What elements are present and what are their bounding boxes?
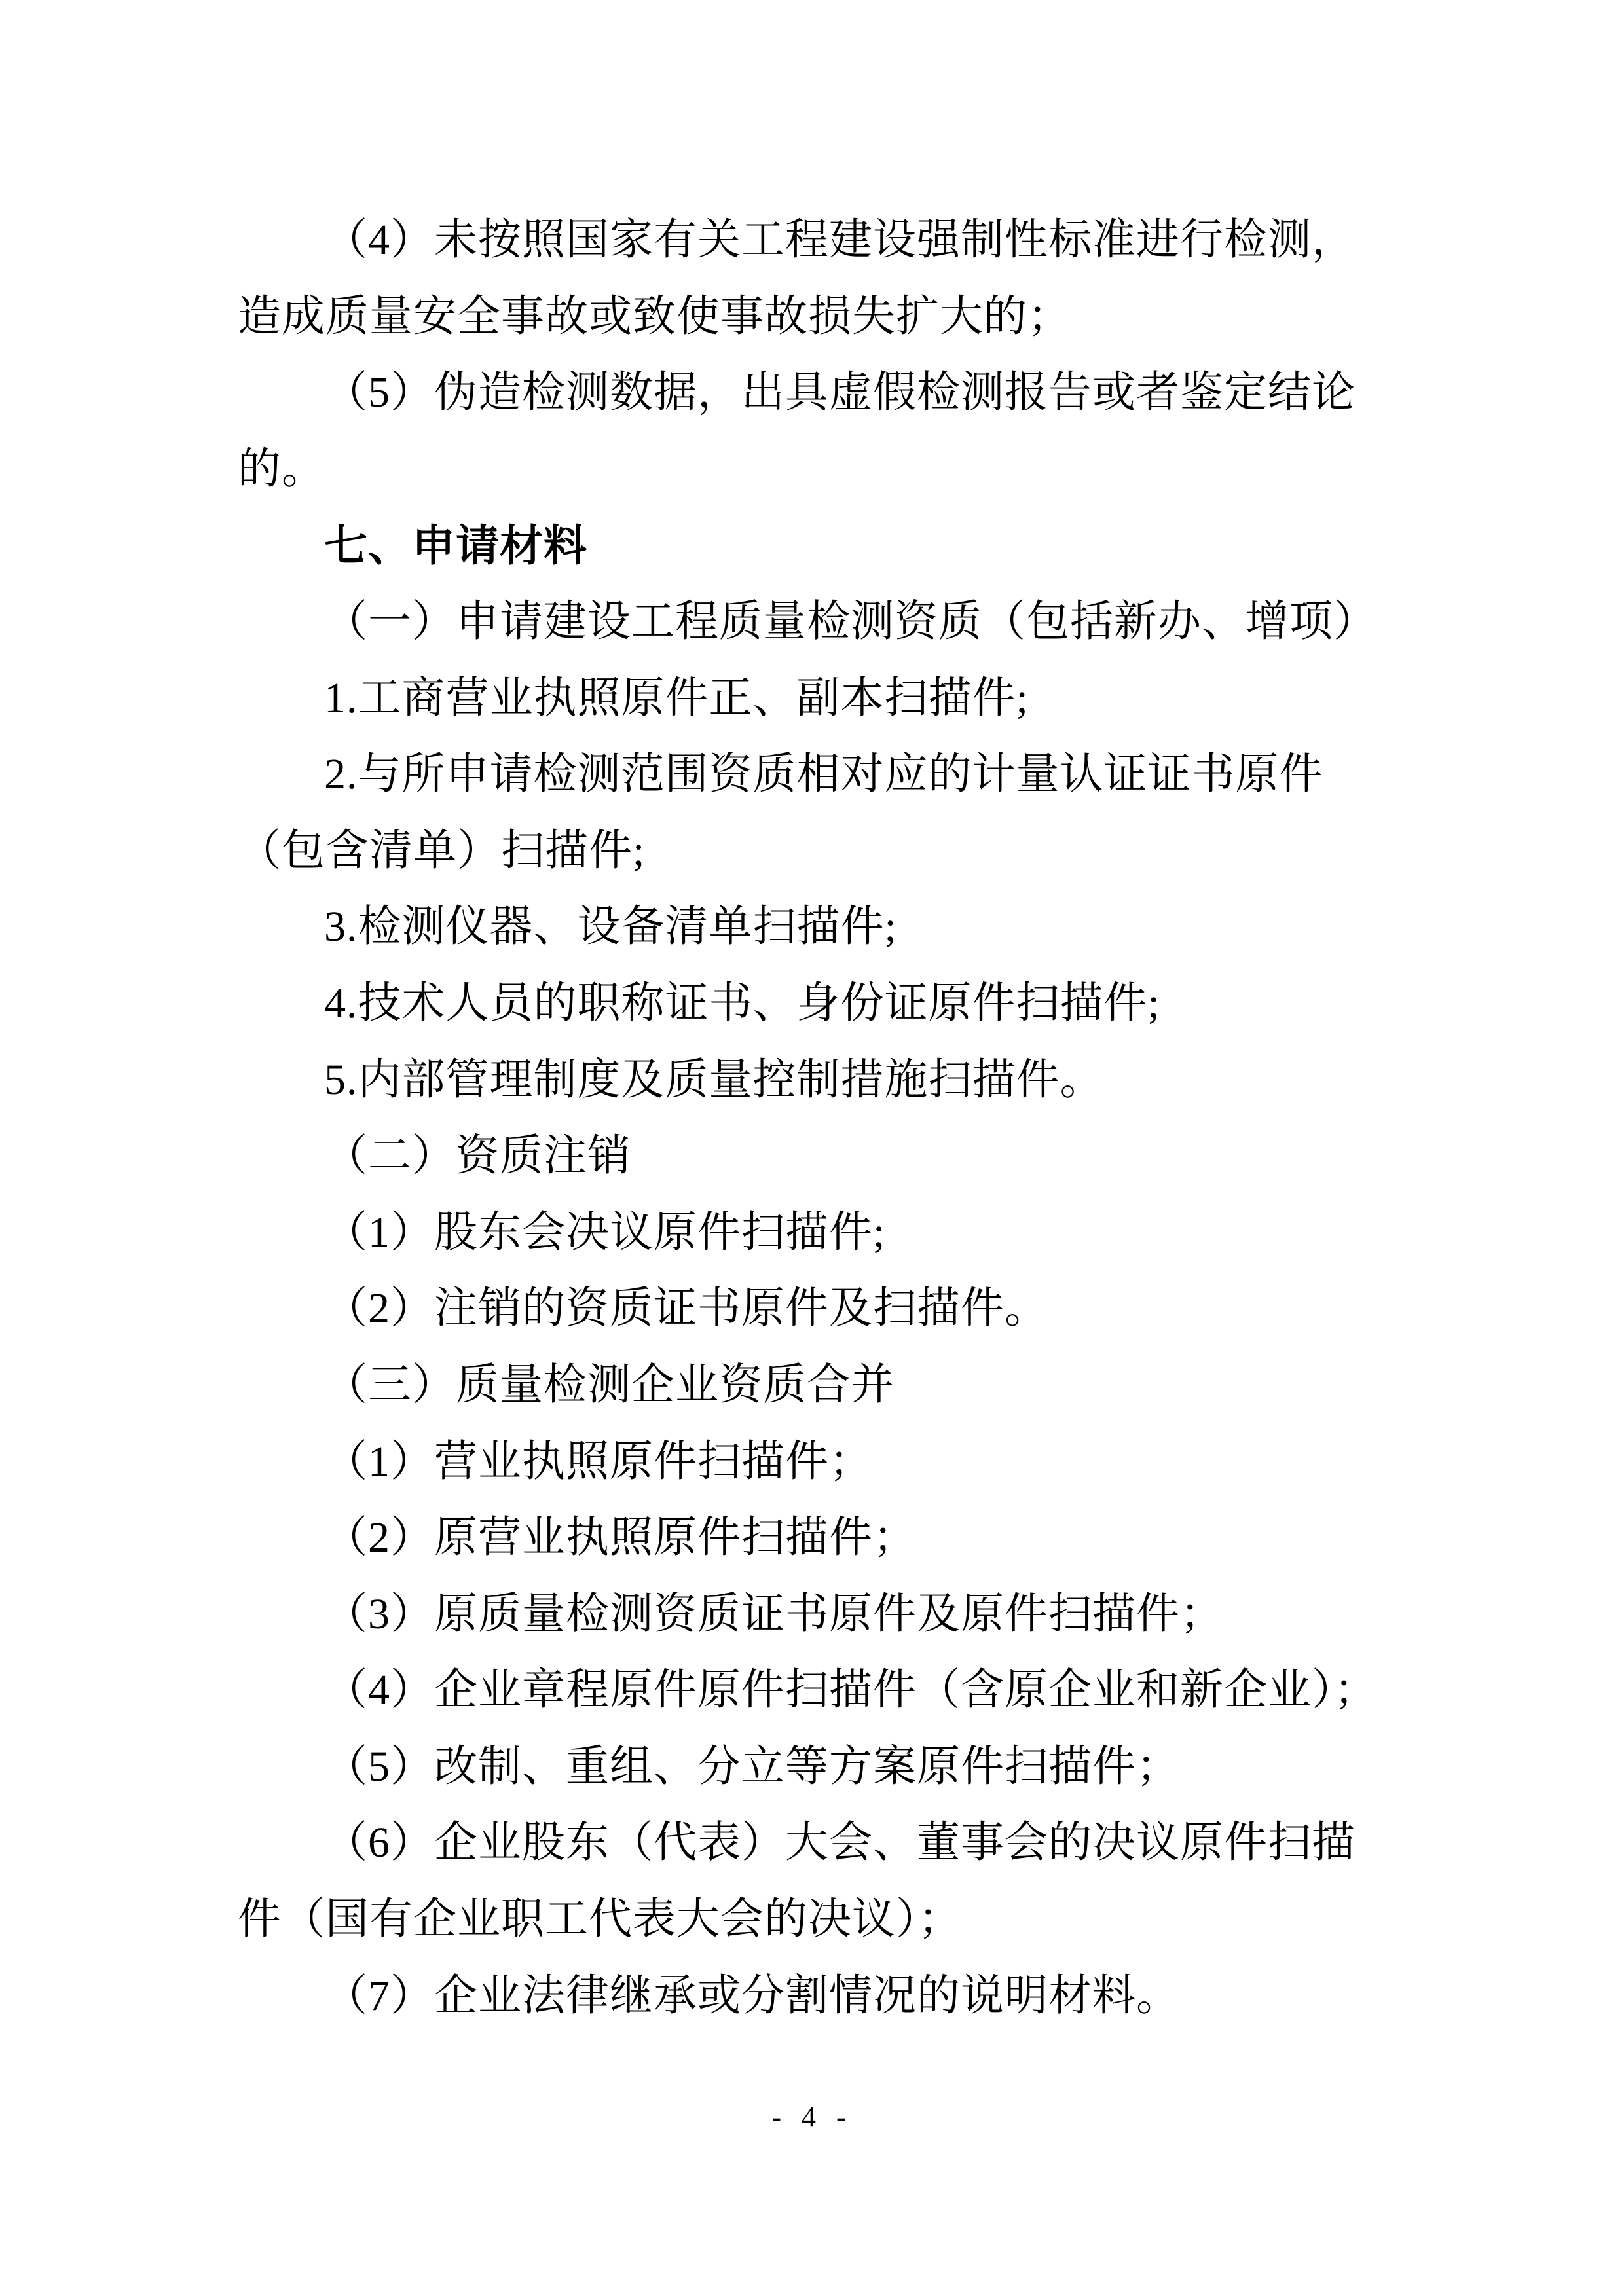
doc-line-07: 1.工商营业执照原件正、副本扫描件; bbox=[324, 674, 1029, 722]
doc-line-23: 件（国有企业职工代表大会的决议）； bbox=[238, 1895, 962, 1944]
doc-line-02: 造成质量安全事故或致使事故损失扩大的； bbox=[238, 292, 1071, 340]
doc-line-22: （6）企业股东（代表）大会、董事会的决议原件扫描 bbox=[324, 1819, 1356, 1867]
doc-line-21: （5）改制、重组、分立等方案原件扫描件； bbox=[324, 1742, 1180, 1791]
heading-section-7: 七、申请材料 bbox=[324, 521, 587, 570]
subheading-2: （二）资质注销 bbox=[324, 1132, 631, 1180]
doc-line-17: （1）营业执照原件扫描件； bbox=[324, 1437, 873, 1485]
doc-line-14: （1）股东会决议原件扫描件; bbox=[324, 1208, 886, 1256]
doc-line-09: （包含清单）扫描件; bbox=[238, 826, 646, 875]
doc-line-04: 的。 bbox=[238, 445, 325, 493]
doc-line-24: （7）企业法律继承或分割情况的说明材料。 bbox=[324, 1971, 1180, 2020]
doc-line-11: 4.技术人员的职称证书、身份证原件扫描件; bbox=[324, 979, 1160, 1027]
doc-line-12: 5.内部管理制度及质量控制措施扫描件。 bbox=[324, 1055, 1104, 1104]
doc-line-20: （4）企业章程原件原件扫描件（含原企业和新企业）； bbox=[324, 1666, 1378, 1715]
page-number: - 4 - bbox=[771, 2101, 853, 2133]
document-body bbox=[238, 202, 1390, 2034]
doc-line-18: （2）原营业执照原件扫描件； bbox=[324, 1514, 917, 1562]
doc-line-03: （5）伪造检测数据，出具虚假检测报告或者鉴定结论 bbox=[324, 369, 1356, 417]
subheading-3: （三）质量检测企业资质合并 bbox=[324, 1360, 895, 1409]
doc-line-10: 3.检测仪器、设备清单扫描件; bbox=[324, 903, 897, 951]
doc-line-01: （4）未按照国家有关工程建设强制性标准进行检测， bbox=[324, 216, 1356, 264]
doc-line-19: （3）原质量检测资质证书原件及原件扫描件； bbox=[324, 1590, 1224, 1638]
doc-line-08: 2.与所申请检测范围资质相对应的计量认证证书原件 bbox=[324, 750, 1323, 799]
doc-line-15: （2）注销的资质证书原件及扫描件。 bbox=[324, 1285, 1048, 1333]
subheading-1: （一）申请建设工程质量检测资质（包括新办、增项） bbox=[324, 597, 1377, 646]
